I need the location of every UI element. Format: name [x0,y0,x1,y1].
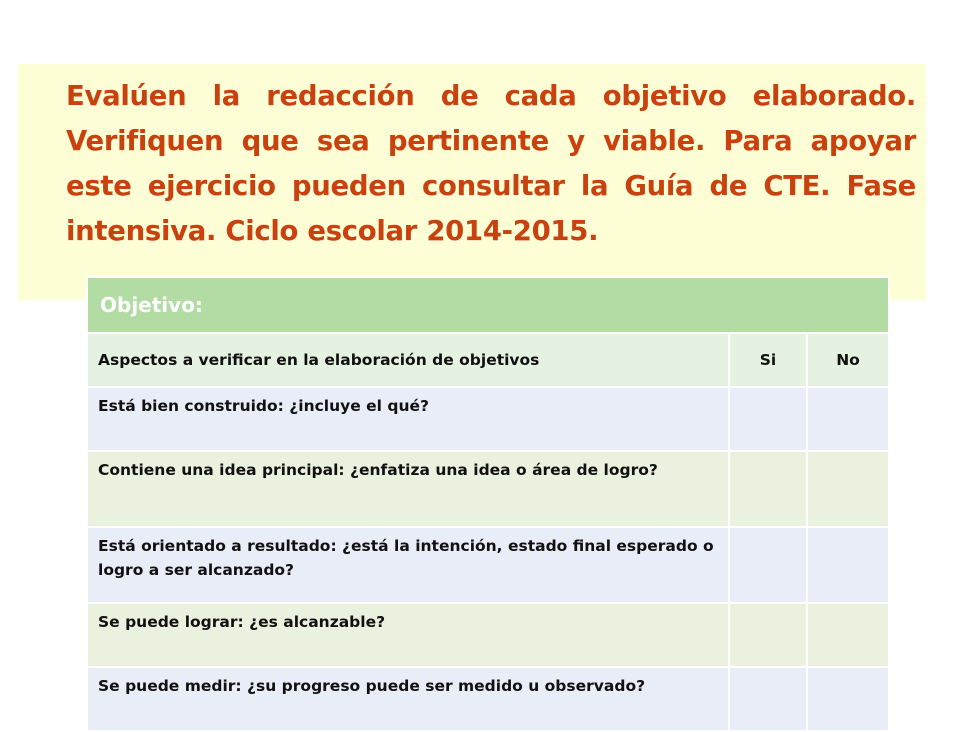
aspect-cell: Contiene una idea principal: ¿enfatiza una idea o área de logro? [87,451,729,527]
aspects-header: Aspectos a verificar en la elaboración de objetivos [87,333,729,387]
aspect-cell: Está orientado a resultado: ¿está la intención, estado final esperado o logro a ser alcanzado? [87,527,729,603]
aspect-cell: Está bien construido: ¿incluye el qué? [87,387,729,451]
table-row [87,527,889,603]
table-row [87,451,889,527]
no-cell[interactable] [807,451,889,527]
yes-cell[interactable] [729,667,807,731]
table-row [87,387,889,451]
aspect-cell: Se puede lograr: ¿es alcanzable? [87,603,729,667]
aspect-cell: Se puede medir: ¿su progreso puede ser medido u observado? [87,667,729,731]
yes-cell[interactable] [729,387,807,451]
table-row [87,667,889,731]
yes-header: Si [729,333,807,387]
no-cell[interactable] [807,667,889,731]
yes-cell[interactable] [729,603,807,667]
no-cell[interactable] [807,527,889,603]
no-cell[interactable] [807,387,889,451]
instruction-text: Evalúen la redacción de cada objetivo elaborado. Verifiquen que sea pertinente y viable. Para apoyar este ejercicio pueden consultar la Guía de CTE. Fase intensiva. Ciclo escolar 2014-2015. [66,80,916,247]
no-header: No [807,333,889,387]
no-cell[interactable] [807,603,889,667]
yes-cell[interactable] [729,527,807,603]
yes-cell[interactable] [729,451,807,527]
table-row [87,603,889,667]
objective-title-cell: Objetivo: [87,277,889,333]
table-header-row [87,333,889,387]
table-title-row [87,277,889,333]
objective-checklist-table [86,276,890,732]
